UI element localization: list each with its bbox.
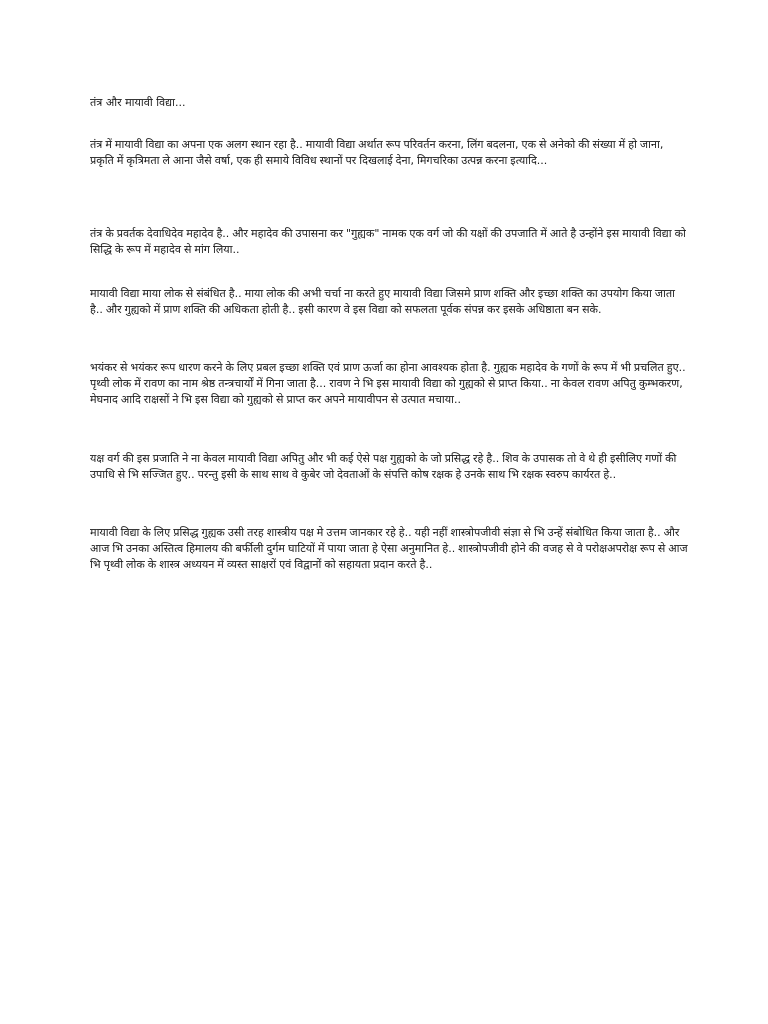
paragraph-3: मायावी विद्या माया लोक से संबंधित है.. माया लोक की अभी चर्चा ना करते हुए मायावी विद्या जिसमे प्राण शक्ति और इच्छा शक्ति का उपयोग किया जाता है.. और गुह्यको में प्राण शक्ति की अधिकता होती है.. इसी कारण वे इस विद्या को सफलता पूर्वक संपन्न कर इसके अधिष्ठाता बन सके. xyxy=(90,287,676,316)
paragraph-6: मायावी विद्या के लिए प्रसिद्ध गुह्यक उसी तरह शास्त्रीय पक्ष मे उत्तम जानकार रहे हे.. यही नहीं शास्त्रोपजीवी संज्ञा से भि उन्हें संबोधित किया जाता है.. और आज भि उनका अस्तित्व हिमालय की बर्फीली दुर्गम घाटियों में पाया जाता हे ऐसा अनुमानित हे.. शास्त्रोपजीवी होने की वजह से वे परोक्षअपरोक्ष रूप से आज भि पृथ्वी लोक के शास्त्र अध्ययन में व्यस्त साक्षरों एवं विद्वानों को सहायता प्रदान करते है.. xyxy=(90,526,688,571)
paragraph-2: तंत्र के प्रवर्तक देवाधिदेव महादेव है.. और महादेव की उपासना कर "गुह्यक" नामक एक वर्ग जो की यक्षों की उपजाति में आते है उन्होंने इस मायावी विद्या को सिद्धि के रूप में महादेव से मांग लिया.. xyxy=(90,227,686,256)
paragraph-1: तंत्र में मायावी विद्या का अपना एक अलग स्थान रहा है.. मायावी विद्या अर्थात रूप परिवर्तन करना, लिंग बदलना, एक से अनेको की संख्या में हो जाना, प्रकृति में कृत्रिमता ले आना जैसे वर्षा, एक ही समाये विविध स्थानों पर दिखलाई देना, मिगचरिका उत्पन्न करना इत्यादि... xyxy=(90,138,664,167)
document-title: तंत्र और मायावी विद्या... xyxy=(90,96,186,109)
paragraph-4: भयंकर से भयंकर रूप धारण करने के लिए प्रबल इच्छा शक्ति एवं प्राण ऊर्जा का होना आवश्यक होता है. गुह्यक महादेव के गणों के रूप में भी प्रचलित हुए.. पृथ्वी लोक में रावण का नाम श्रेष्ठ तन्त्रचार्यों में गिना जाता है... रावण ने भि इस मायावी विद्या को गुह्यको से प्राप्त किया.. ना केवल रावण अपितु कुम्भकरण, मेघनाद आदि राक्षसों ने भि इस विद्या को गुह्यको से प्राप्त कर अपने मायावीपन से उत्पात मचाया.. xyxy=(90,361,686,406)
paragraph-5: यक्ष वर्ग की इस प्रजाति ने ना केवल मायावी विद्या अपितु और भी कई ऐसे पक्ष गुह्यको के जो प्रसिद्ध रहे है.. शिव के उपासक तो वे थे ही इसीलिए गणों की उपाधि से भि सज्जित हुए.. परन्तु इसी के साथ साथ वे कुबेर जो देवताओं के संपत्ति कोष रक्षक हे उनके साथ भि रक्षक स्वरुप कार्यरत हे.. xyxy=(90,452,677,481)
